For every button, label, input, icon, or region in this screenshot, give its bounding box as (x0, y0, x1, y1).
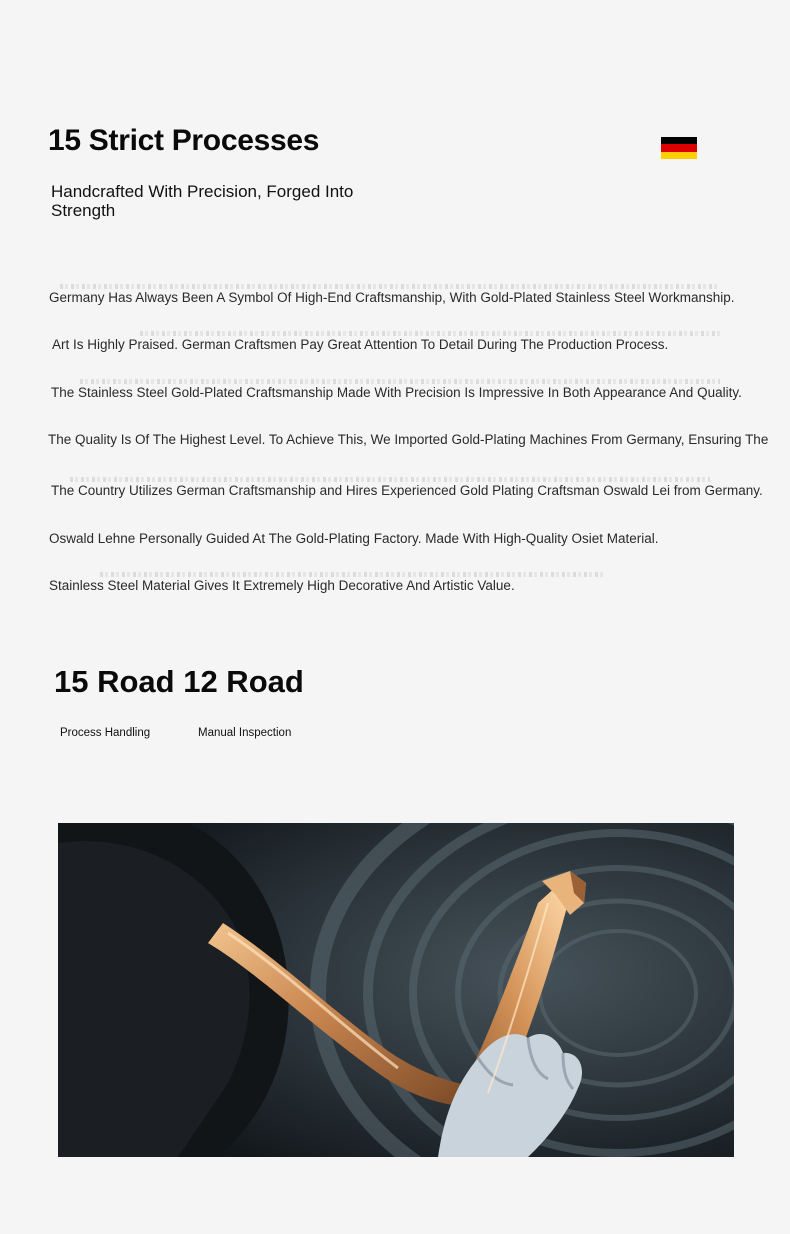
manual-inspection-label: Manual Inspection (198, 727, 292, 739)
page-subtitle: Handcrafted With Precision, Forged Into Strength (51, 182, 354, 220)
paragraph-line: Stainless Steel Material Gives It Extremely High Decorative And Artistic Value. (49, 578, 515, 593)
page-title: 15 Strict Processes (48, 124, 320, 157)
process-handling-label: Process Handling (60, 727, 151, 739)
paragraph-line: Germany Has Always Been A Symbol Of High-End Craftsmanship, With Gold-Plated Stainless Steel Workmanship. (49, 290, 735, 305)
paragraph-line: The Quality Is Of The Highest Level. To Achieve This, We Imported Gold-Plating Machines From Germany, Ensuring The (48, 432, 769, 447)
gold-handle-polishing-photo (58, 823, 734, 1157)
paragraph-line: The Country Utilizes German Craftsmanship and Hires Experienced Gold Plating Craftsman Oswald Lei from Germany. (51, 483, 763, 498)
germany-flag-icon (661, 137, 697, 159)
paragraph-line: Art Is Highly Praised. German Craftsmen Pay Great Attention To Detail During The Production Process. (52, 337, 669, 352)
road-title: 15 Road 12 Road (54, 664, 304, 699)
paragraph-line: The Stainless Steel Gold-Plated Craftsmanship Made With Precision Is Impressive In Both Appearance And Quality. (51, 385, 742, 400)
paragraph-line: Oswald Lehne Personally Guided At The Gold-Plating Factory. Made With High-Quality Osiet Material. (49, 531, 659, 546)
